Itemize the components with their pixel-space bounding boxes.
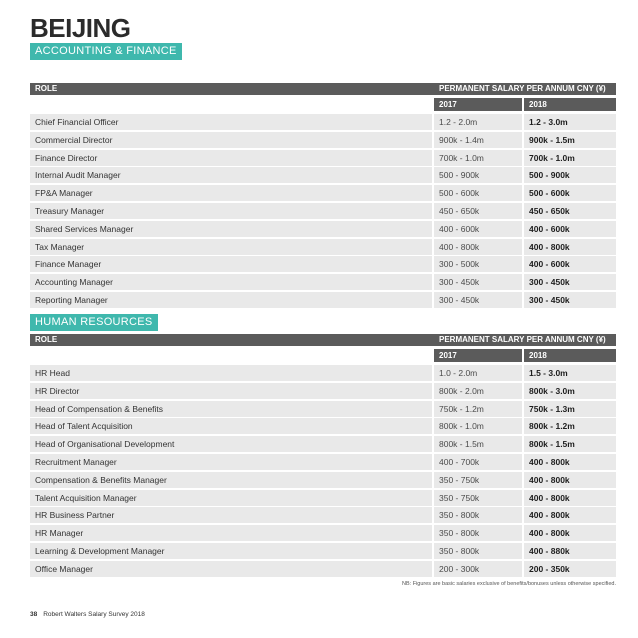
role-cell: Tax Manager	[30, 239, 432, 255]
year-header-row	[30, 349, 616, 362]
salary-column-header: PERMANENT SALARY PER ANNUM CNY (¥)	[439, 335, 606, 344]
salary-2018-cell: 750k - 1.3m	[524, 401, 616, 417]
salary-2017-cell: 350 - 750k	[434, 472, 522, 488]
salary-2018-cell: 900k - 1.5m	[524, 132, 616, 148]
publication-title: Robert Walters Salary Survey 2018	[43, 611, 145, 618]
page-footer	[30, 611, 145, 618]
table-row	[30, 401, 616, 417]
role-cell: Head of Organisational Development	[30, 436, 432, 452]
role-cell: Chief Financial Officer	[30, 114, 432, 130]
salary-2018-cell: 500 - 900k	[524, 167, 616, 183]
year-2017-header: 2017	[434, 349, 522, 362]
role-cell: Finance Director	[30, 150, 432, 166]
role-cell: FP&A Manager	[30, 185, 432, 201]
salary-2017-cell: 500 - 600k	[434, 185, 522, 201]
role-cell: Reporting Manager	[30, 292, 432, 308]
table-row	[30, 221, 616, 237]
salary-2017-cell: 900k - 1.4m	[434, 132, 522, 148]
salary-2018-cell: 800k - 1.2m	[524, 418, 616, 434]
role-cell: HR Director	[30, 383, 432, 399]
section-tag-accounting-finance: ACCOUNTING & FINANCE	[30, 43, 182, 60]
table-row	[30, 561, 616, 577]
salary-2017-cell: 350 - 800k	[434, 543, 522, 559]
table-row	[30, 114, 616, 130]
salary-2017-cell: 800k - 1.0m	[434, 418, 522, 434]
salary-2018-cell: 1.2 - 3.0m	[524, 114, 616, 130]
salary-2017-cell: 450 - 650k	[434, 203, 522, 219]
table-row	[30, 525, 616, 541]
salary-2017-cell: 1.0 - 2.0m	[434, 365, 522, 381]
table-row	[30, 472, 616, 488]
salary-2017-cell: 300 - 450k	[434, 292, 522, 308]
year-2018-header: 2018	[524, 349, 616, 362]
role-cell: Accounting Manager	[30, 274, 432, 290]
role-column-header: ROLE	[35, 335, 58, 344]
salary-2018-cell: 400 - 800k	[524, 507, 616, 523]
table-row	[30, 256, 616, 272]
footnote: NB: Figures are basic salaries exclusive of benefits/bonuses unless otherwise specified.	[402, 581, 616, 587]
role-cell: Head of Talent Acquisition	[30, 418, 432, 434]
salary-2017-cell: 300 - 500k	[434, 256, 522, 272]
section-tag-human-resources: HUMAN RESOURCES	[30, 314, 158, 331]
role-cell: HR Business Partner	[30, 507, 432, 523]
role-cell: Finance Manager	[30, 256, 432, 272]
table-header-row	[30, 334, 616, 346]
salary-2017-cell: 400 - 800k	[434, 239, 522, 255]
table-row	[30, 436, 616, 452]
role-cell: HR Head	[30, 365, 432, 381]
salary-2017-cell: 400 - 600k	[434, 221, 522, 237]
table-row	[30, 418, 616, 434]
role-cell: Commercial Director	[30, 132, 432, 148]
role-cell: HR Manager	[30, 525, 432, 541]
salary-2018-cell: 400 - 600k	[524, 221, 616, 237]
salary-2017-cell: 800k - 2.0m	[434, 383, 522, 399]
role-cell: Compensation & Benefits Manager	[30, 472, 432, 488]
table-row	[30, 507, 616, 523]
table-row	[30, 383, 616, 399]
salary-2017-cell: 400 - 700k	[434, 454, 522, 470]
role-cell: Talent Acquisition Manager	[30, 490, 432, 506]
year-2018-header: 2018	[524, 98, 616, 111]
salary-2018-cell: 800k - 3.0m	[524, 383, 616, 399]
year-header-row	[30, 98, 616, 111]
salary-2017-cell: 300 - 450k	[434, 274, 522, 290]
salary-2018-cell: 300 - 450k	[524, 292, 616, 308]
table-row	[30, 239, 616, 255]
salary-2017-cell: 800k - 1.5m	[434, 436, 522, 452]
salary-column-header: PERMANENT SALARY PER ANNUM CNY (¥)	[439, 84, 606, 93]
page-number: 38	[30, 611, 38, 618]
salary-2018-cell: 400 - 800k	[524, 239, 616, 255]
salary-2017-cell: 1.2 - 2.0m	[434, 114, 522, 130]
year-2017-header: 2017	[434, 98, 522, 111]
table-row	[30, 150, 616, 166]
table-row	[30, 292, 616, 308]
table-header-row	[30, 83, 616, 95]
salary-2018-cell: 400 - 800k	[524, 472, 616, 488]
salary-2018-cell: 200 - 350k	[524, 561, 616, 577]
table-row	[30, 132, 616, 148]
table-row	[30, 185, 616, 201]
table-row	[30, 365, 616, 381]
salary-2018-cell: 300 - 450k	[524, 274, 616, 290]
salary-2018-cell: 800k - 1.5m	[524, 436, 616, 452]
role-cell: Recruitment Manager	[30, 454, 432, 470]
salary-2018-cell: 400 - 800k	[524, 525, 616, 541]
salary-2018-cell: 400 - 600k	[524, 256, 616, 272]
salary-2018-cell: 400 - 800k	[524, 490, 616, 506]
role-cell: Office Manager	[30, 561, 432, 577]
salary-2018-cell: 400 - 800k	[524, 454, 616, 470]
salary-2017-cell: 350 - 750k	[434, 490, 522, 506]
role-cell: Treasury Manager	[30, 203, 432, 219]
role-cell: Head of Compensation & Benefits	[30, 401, 432, 417]
salary-2017-cell: 700k - 1.0m	[434, 150, 522, 166]
salary-2018-cell: 1.5 - 3.0m	[524, 365, 616, 381]
role-column-header: ROLE	[35, 84, 58, 93]
salary-2017-cell: 350 - 800k	[434, 507, 522, 523]
salary-2017-cell: 500 - 900k	[434, 167, 522, 183]
role-cell: Learning & Development Manager	[30, 543, 432, 559]
salary-2018-cell: 450 - 650k	[524, 203, 616, 219]
salary-2017-cell: 200 - 300k	[434, 561, 522, 577]
table-row	[30, 454, 616, 470]
table-row	[30, 490, 616, 506]
city-title: BEIJING	[30, 13, 131, 43]
table-row	[30, 543, 616, 559]
role-cell: Internal Audit Manager	[30, 167, 432, 183]
salary-2017-cell: 350 - 800k	[434, 525, 522, 541]
table-row	[30, 203, 616, 219]
salary-2017-cell: 750k - 1.2m	[434, 401, 522, 417]
table-row	[30, 274, 616, 290]
table-row	[30, 167, 616, 183]
salary-2018-cell: 400 - 880k	[524, 543, 616, 559]
salary-2018-cell: 500 - 600k	[524, 185, 616, 201]
salary-2018-cell: 700k - 1.0m	[524, 150, 616, 166]
role-cell: Shared Services Manager	[30, 221, 432, 237]
